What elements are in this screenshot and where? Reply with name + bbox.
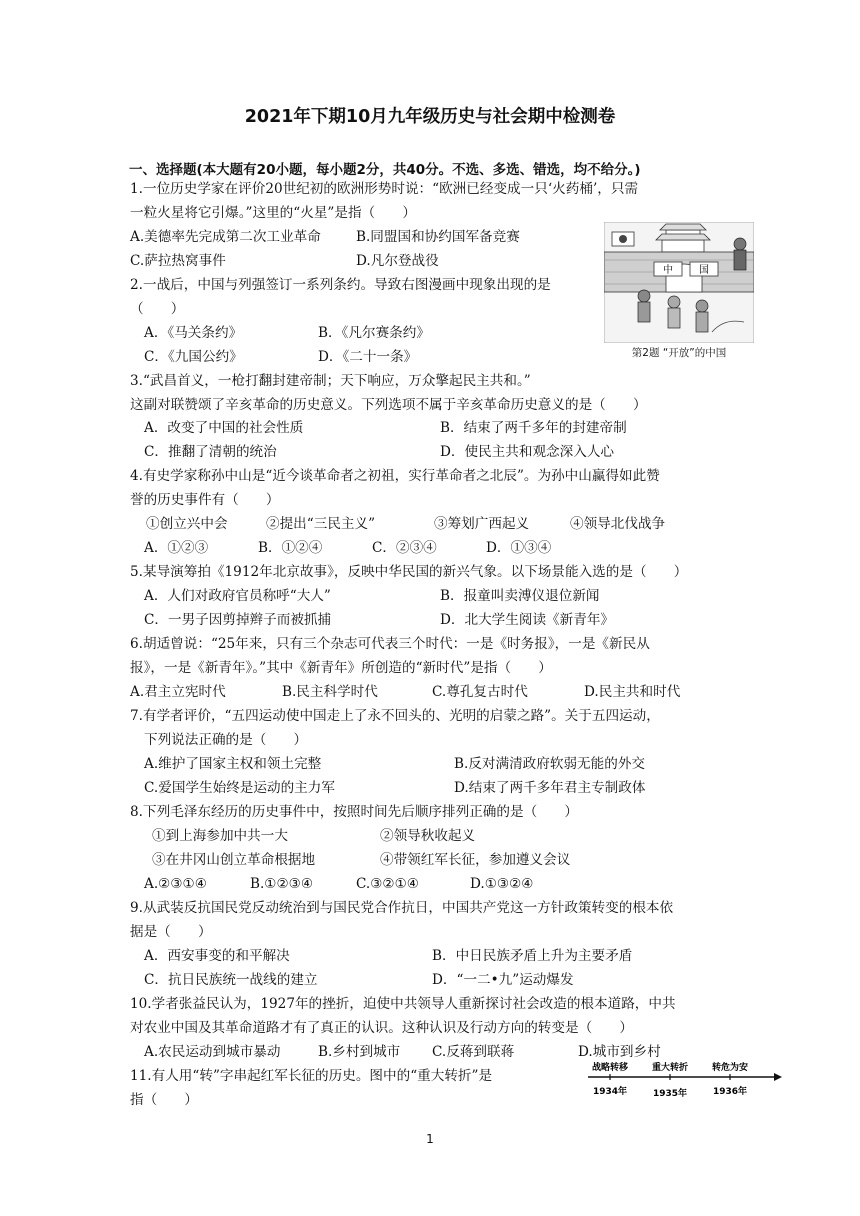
q8-item-1: ①到上海参加中共一大: [152, 828, 288, 844]
q4-option-a: A．①②③: [144, 540, 209, 556]
q7-option-c: C.爱国学生始终是运动的主力军: [144, 780, 335, 796]
q11-stem-line1: 11.有人用“转”字串起红军长征的历史。图中的“重大转折”是: [130, 1068, 493, 1084]
q10-option-c: C.反蒋到联蒋: [432, 1044, 515, 1060]
q5-option-c: C．一男子因剪掉辫子而被抓捕: [144, 612, 332, 628]
q8-item-2: ②领导秋收起义: [380, 828, 476, 844]
q4-stem-line2: 誉的历史事件有（ ）: [130, 492, 280, 508]
q6-option-b: B.民主科学时代: [282, 684, 378, 700]
q10-option-b: B.乡村到城市: [318, 1044, 401, 1060]
q5-option-b: B．报童叫卖溥仪退位新闻: [440, 588, 600, 604]
q3-option-a: A．改变了中国的社会性质: [144, 420, 304, 436]
q4-option-d: D．①③④: [486, 540, 552, 556]
q6-option-d: D.民主共和时代: [584, 684, 681, 700]
timeline-label-2: 重大转折: [651, 1063, 689, 1073]
q9-stem-line2: 据是（ ）: [130, 924, 212, 940]
q8-stem-line1: 8.下列毛泽东经历的历史事件中，按照时间先后顺序排列正确的是（ ）: [130, 804, 578, 820]
q3-option-d: D．使民主共和观念深入人心: [440, 444, 615, 460]
q2-cartoon-image: [604, 222, 754, 343]
q4-option-c: C．②③④: [372, 540, 437, 556]
q8-item-4: ④带领红军长征，参加遵义会议: [380, 852, 571, 868]
q8-option-c: C.③②①④: [356, 876, 419, 892]
q1-option-c: C.萨拉热窝事件: [130, 253, 226, 269]
q3-stem-line2: 这副对联赞颂了辛亥革命的历史意义。下列选项不属于辛亥革命历史意义的是（ ）: [130, 397, 647, 413]
q4-item-2: ②提出“三民主义”: [266, 516, 376, 532]
q7-stem-line1: 7.有学者评价，“五四运动使中国走上了永不回头的、光明的启蒙之路”。关于五四运动，: [130, 708, 660, 724]
q9-option-a: A．西安事变的和平解决: [144, 948, 290, 964]
q9-option-c: C．抗日民族统一战线的建立: [144, 972, 318, 988]
q2-option-a: A．《马关条约》: [144, 325, 243, 341]
q1-option-d: D.凡尔登战役: [356, 253, 439, 269]
q4-option-b: B．①②④: [258, 540, 323, 556]
timeline-year-3: 1936年: [712, 1087, 748, 1097]
q10-stem-line1: 10.学者张益民认为，1927年的挫折，迫使中共领导人重新探讨社会改造的根本道路，中共: [130, 996, 676, 1012]
q10-stem-line2: 对农业中国及其革命道路才有了真正的认识。这种认识及行动方向的转变是（ ）: [130, 1020, 633, 1036]
q5-stem-line1: 5.某导演筹拍《1912年北京故事》，反映中华民国的新兴气象。以下场景能入选的是（ ）: [130, 564, 688, 580]
timeline-arrow-icon: [774, 1073, 782, 1081]
q3-option-c: C．推翻了清朝的统治: [144, 444, 277, 460]
q2-option-d: D．《二十一条》: [318, 349, 418, 365]
q6-stem-line1: 6.胡适曾说：“25年来，只有三个杂志可代表三个时代：一是《时务报》，一是《新民从: [130, 636, 650, 652]
q4-item-1: ①创立兴中会: [146, 516, 228, 532]
q5-option-d: D．北大学生阅读《新青年》: [440, 612, 615, 628]
q8-option-d: D.①③②④: [470, 876, 534, 892]
page-title: 2021年下期10月九年级历史与社会期中检测卷: [244, 107, 616, 127]
q2-option-b: B．《凡尔赛条约》: [318, 325, 430, 341]
q6-option-a: A.君主立宪时代: [130, 684, 226, 700]
q4-stem-line1: 4.有史学家称孙中山是“近今谈革命者之初祖，实行革命者之北辰”。为孙中山赢得如此赞: [130, 468, 660, 484]
q3-option-b: B．结束了两千多年的封建帝制: [440, 420, 627, 436]
q1-stem-line1: 1.一位历史学家在评价20世纪初的欧洲形势时说：“欧洲已经变成一只‘火药桶’，只需: [130, 181, 639, 197]
q9-stem-line1: 9.从武装反抗国民党反动统治到与国民党合作抗日，中国共产党这一方针政策转变的根本依: [130, 900, 674, 916]
q8-option-b: B.①②③④: [250, 876, 314, 892]
q7-option-a: A.维护了国家主权和领土完整: [144, 756, 322, 772]
q11-stem-line2: 指（ ）: [130, 1092, 198, 1108]
q11-timeline-image: [586, 1057, 782, 1101]
q7-stem-line2: 下列说法正确的是（ ）: [144, 732, 308, 748]
timeline-label-3: 转危为安: [711, 1063, 749, 1073]
q1-option-b: B.同盟国和协约国军备竞赛: [356, 229, 520, 245]
q5-option-a: A．人们对政府官员称呼“大人”: [144, 588, 331, 604]
q2-cartoon-sign-right: 国: [699, 265, 709, 276]
q6-stem-line2: 报》，一是《新青年》。”其中《新青年》所创造的“新时代”是指（ ）: [130, 660, 552, 676]
q8-option-a: A.②③①④: [144, 876, 207, 892]
q4-item-4: ④领导北伐战争: [570, 516, 666, 532]
q10-option-d: D.城市到乡村: [578, 1044, 661, 1060]
section-heading: 一、选择题(本大题有20小题，每小题2分，共40分。不选、多选、错选，均不给分。): [129, 162, 641, 178]
timeline-year-2: 1935年: [652, 1089, 688, 1099]
q7-option-d: D.结束了两千多年君主专制政体: [454, 780, 646, 796]
q6-option-c: C.尊孔复古时代: [432, 684, 528, 700]
q9-option-d: D．“一二•九”运动爆发: [432, 972, 574, 988]
timeline-year-1: 1934年: [592, 1087, 628, 1097]
q2-figure-caption: 第2题 “开放”的中国: [631, 347, 727, 359]
q2-stem-line1: 2.一战后，中国与列强签订一系列条约。导致右图漫画中现象出现的是: [130, 277, 551, 293]
q10-option-a: A.农民运动到城市暴动: [144, 1044, 281, 1060]
q2-cartoon-sign-left: 中: [663, 265, 673, 276]
q4-item-3: ③筹划广西起义: [434, 516, 530, 532]
q2-stem-line2: （ ）: [130, 301, 185, 317]
q1-stem-line2: 一粒火星将它引爆。”这里的“火星”是指（ ）: [130, 205, 416, 221]
q2-option-c: C．《九国公约》: [144, 349, 243, 365]
q7-option-b: B.反对满清政府软弱无能的外交: [454, 756, 646, 772]
timeline-label-1: 战略转移: [591, 1063, 629, 1073]
q8-item-3: ③在井冈山创立革命根据地: [152, 852, 316, 868]
q3-stem-line1: 3.“武昌首义，一枪打翻封建帝制；天下响应，万众擎起民主共和。”: [130, 373, 531, 389]
page-number: 1: [426, 1132, 434, 1146]
q1-option-a: A.美德率先完成第二次工业革命: [130, 229, 321, 245]
q9-option-b: B．中日民族矛盾上升为主要矛盾: [432, 948, 633, 964]
